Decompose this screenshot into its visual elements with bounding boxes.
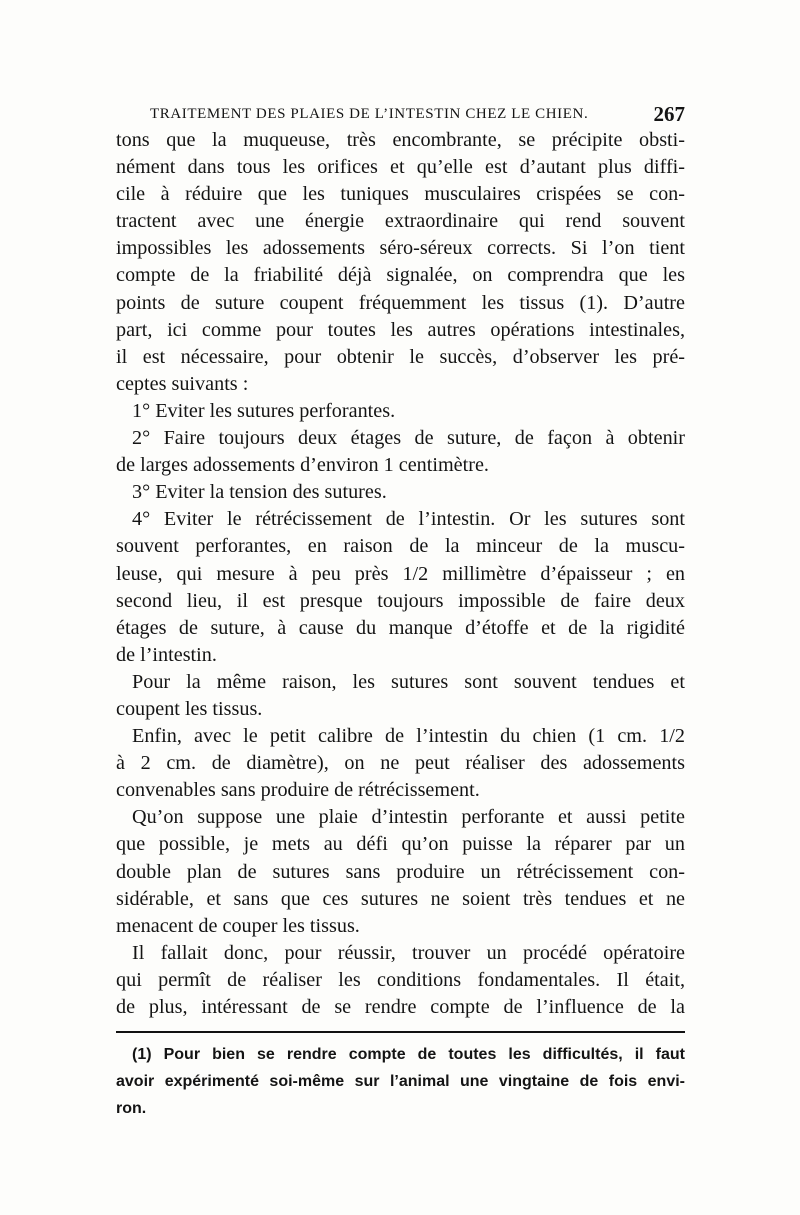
text-line: de l’intestin.	[116, 643, 217, 666]
text-line: étages de suture, à cause du manque d’étoffe et de la rigidité	[116, 616, 685, 639]
text-line: 4° Eviter le rétrécissement de l’intestin. Or les sutures sont	[132, 508, 685, 531]
text-line: convenables sans produire de rétrécissement.	[116, 779, 480, 802]
text-line: points de suture coupent fréquemment les tissus (1). D’autre	[116, 291, 685, 314]
text-line: Il fallait donc, pour réussir, trouver un procédé opératoire	[132, 941, 685, 964]
running-head	[150, 104, 685, 128]
text-line: 1° Eviter les sutures perforantes.	[132, 399, 396, 422]
text-line: à 2 cm. de diamètre), on ne peut réaliser des adossements	[116, 752, 685, 775]
footnote-line: (1) Pour bien se rendre compte de toutes les difficultés, il faut	[132, 1046, 685, 1063]
footnote	[116, 1041, 685, 1122]
text-line: double plan de sutures sans produire un rétrécissement con-	[116, 860, 685, 883]
text-line: tons que la muqueuse, très encombrante, se précipite obsti-	[116, 129, 685, 151]
text-line: sidérable, et sans que ces sutures ne soient très tendues et ne	[116, 887, 685, 910]
text-line: cile à réduire que les tuniques musculaires crispées se con-	[116, 183, 685, 206]
footnote-line: ron.	[116, 1100, 147, 1117]
text-line: tractent avec une énergie extraordinaire qui rend souvent	[116, 210, 685, 233]
text-line: coupent les tissus.	[116, 697, 263, 720]
text-line: menacent de couper les tissus.	[116, 914, 360, 937]
page-number: 267	[653, 102, 685, 126]
text-line: 3° Eviter la tension des sutures.	[132, 481, 387, 504]
text-line: Qu’on suppose une plaie d’intestin perforante et aussi petite	[132, 806, 685, 829]
text-line: second lieu, il est presque toujours impossible de faire deux	[116, 589, 685, 612]
text-line: Enfin, avec le petit calibre de l’intestin du chien (1 cm. 1/2	[132, 725, 685, 748]
text-line: de larges adossements d’environ 1 centimètre.	[116, 454, 489, 477]
text-line: part, ici comme pour toutes les autres opérations intestinales,	[116, 318, 685, 341]
footnote-separator	[116, 1031, 685, 1033]
text-line: 2° Faire toujours deux étages de suture, de façon à obtenir	[132, 427, 685, 450]
text-line: qui permît de réaliser les conditions fondamentales. Il était,	[116, 968, 685, 991]
text-line: Pour la même raison, les sutures sont souvent tendues et	[132, 670, 685, 693]
text-line: ceptes suivants :	[116, 372, 249, 395]
text-line: de plus, intéressant de se rendre compte de l’influence de la	[116, 996, 685, 1018]
text-line: il est nécessaire, pour obtenir le succès, d’observer les pré-	[116, 345, 685, 368]
text-line: souvent perforantes, en raison de la minceur de la muscu-	[116, 535, 685, 558]
text-line: nément dans tous les orifices et qu’elle est d’autant plus diffi-	[116, 156, 685, 179]
text-line: que possible, je mets au défi qu’on puisse la réparer par un	[116, 833, 685, 856]
text-line: compte de la friabilité déjà signalée, on comprendra que les	[116, 264, 685, 287]
text-line: impossibles les adossements séro-séreux corrects. Si l’on tient	[116, 237, 685, 260]
running-title: TRAITEMENT DES PLAIES DE L’INTESTIN CHEZ LE CHIEN.	[150, 106, 589, 122]
footnote-line: avoir expérimenté soi-même sur l’animal une vingtaine de fois envi-	[116, 1073, 685, 1090]
text-line: leuse, qui mesure à peu près 1/2 millimètre d’épaisseur ; en	[116, 562, 685, 585]
body-text	[116, 127, 685, 1021]
